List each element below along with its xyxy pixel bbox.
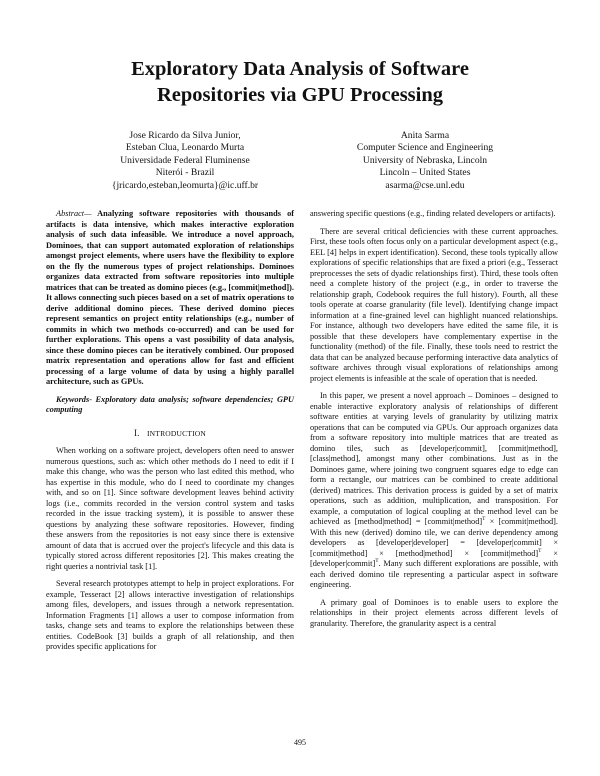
transpose-mark: T xyxy=(482,516,486,523)
goal-paragraph: A primary goal of Dominoes is to enable users to explore the relationships in their project elements across different levels of granularity. Therefore, the granularity aspect is a central xyxy=(310,597,558,628)
abstract-text: Analyzing software repositories with thousands of artifacts is data intensive, which makes interactive exploration analysis of such data infeasible. We introduce a novel approach, Dominoes, that can support automated exploration of relationships amongst project elements, where users have the flexibility to explore on the fly the numerous types of project relationships. Dominoes organizes data extracted from software repositories into multiple matrices that can be treated as domino pieces (e.g., [commit|method]). It allows connecting such pieces based on a set of matrix operations to derive additional domino pieces. These derived domino pieces represent semantics on project entity relationships (e.g., number of commits in which two methods co-occurred) and can be used for further explorations. This opens a vast possibility of data analysis, since these domino pieces can be iteratively combined. Our proposed matrix representation and operations allow for fast and efficient processing of a large volume of data by using a highly parallel architecture, such as GPUs. xyxy=(46,209,294,386)
author-affiliation: Computer Science and Engineering xyxy=(356,142,494,154)
abstract xyxy=(46,209,294,388)
approach-paragraph: In this paper, we present a novel approach – Dominoes – designed to enable interactive exploratory analysis of relationships of different software entities at varying levels of granularity by utilizing matrix operations that can be computed via GPUs. Our approach organizes data from a software repository into multiple matrices that are treated as domino tiles, such as [developer|commit], [commit|method], [class|method], amongst many other combinations. Just as in the Dominoes game, where joining two congruent squares edge to edge can form a rectangle, our matrices can be combined to create additional (derived) matrices. This derivation process is guided by a set of matrix operations, such as addition, multiplication, and transposition. For example, a computation of logical coupling at the method level can be achieved as [method|method] = [commit|method]$^T$ × [commit|method]. With this new (derived) domino tile, we can derive dependency among developers as [developer|developer] = [developer|commit] × [commit|method] × [method|method] × [commit|method]$^T$ × [developer|commit]$^T$. Many such different explorations are possible, with each derived domino tile representing a particular aspect in software engineering. xyxy=(310,391,558,589)
author-block-left xyxy=(60,130,310,192)
author-affiliation: Universidade Federal Fluminense xyxy=(120,154,250,166)
author-email: {jricardo,esteban,leomurta}@ic.uff.br xyxy=(111,179,259,191)
transpose-mark: T xyxy=(375,558,379,565)
page-number: 495 xyxy=(294,738,306,747)
section-number: I. xyxy=(133,427,140,438)
author-line: Esteban Clua, Leonardo Murta xyxy=(125,142,245,154)
right-column xyxy=(310,209,558,629)
author-email: asarma@cse.unl.edu xyxy=(385,179,465,191)
left-column xyxy=(46,209,294,653)
abstract-label: Abstract— xyxy=(56,209,92,218)
title-line-2: Repositories via GPU Processing xyxy=(156,84,444,106)
author-location: Lincoln – United States xyxy=(379,167,471,179)
section-title: INTRODUCTION xyxy=(146,428,207,438)
title-line-1: Exploratory Data Analysis of Software xyxy=(131,58,469,80)
author-line: Jose Ricardo da Silva Junior, xyxy=(129,130,241,141)
intro-paragraph-1: When working on a software project, developers often need to answer numerous questions, such as: which other methods do I need to edit if I make this change, who was the person who last edited this method, who has expertise in this module, who do I need to coordinate my changes with, and so on [1]. Since software development leaves behind activity logs (i.e., commits recorded in the version control system and tasks recorded in the issue tracking system), it is possible to answer these questions by analyzing these software repositories. However, finding these answers from the repositories is not easy since there is extensive amount of data that is accrued over the project's lifecycle and this data is typically stored across different repositories [2]. This makes creating the right queries a nontrivial task [1]. xyxy=(46,446,294,571)
author-block-right xyxy=(300,130,550,192)
deficiencies-paragraph: There are several critical deficiencies with these current approaches. First, these tools often focus only on a particular development aspect (e.g., EEL [4] helps in expert identification). Second, these tools typically allow explorations of specific relationships that are fixed a priori (e.g., Tesseract preprocesses the sets of dyadic relationships first). Third, these tools often need a complete history of the project (e.g., in order to traverse the relationship graph, Codebook requires the full history). Fourth, all these tools operate at coarse granularity (file level). Identifying change impact information at a fine-grained level can highlight nuanced relationships. For instance, although two developers have edited the same file, it is possible that these developers have complementary expertise in the functionality (method) of the file. Finally, these tools need to restrict the data that can be analyzed because performing interactive data analytics of software archives through visual explorations of relationships among project elements is infeasible at the scale of operation that is needed. xyxy=(310,226,558,383)
intro-paragraph-2: Several research prototypes attempt to help in project explorations. For example, Tesseract [2] allows interactive investigation of relationships among files, developers, and issues through a network representation. Information Fragments [1] allows a user to compose information from tasks, change sets and teams to explore the relationships between these entities. CodeBook [3] builds a graph of all relationship, and then provides specific applications for xyxy=(46,579,294,651)
section-heading xyxy=(46,428,294,440)
continued-paragraph: answering specific questions (e.g., finding related developers or artifacts). xyxy=(310,209,556,218)
paper-title xyxy=(40,56,560,108)
author-location: Niterói - Brazil xyxy=(155,167,215,179)
transpose-mark: T xyxy=(538,547,542,554)
author-affiliation: University of Nebraska, Lincoln xyxy=(362,154,488,166)
author-line: Anita Sarma xyxy=(400,130,450,141)
keywords: Keywords- Exploratory data analysis; software dependencies; GPU computing xyxy=(46,394,294,414)
